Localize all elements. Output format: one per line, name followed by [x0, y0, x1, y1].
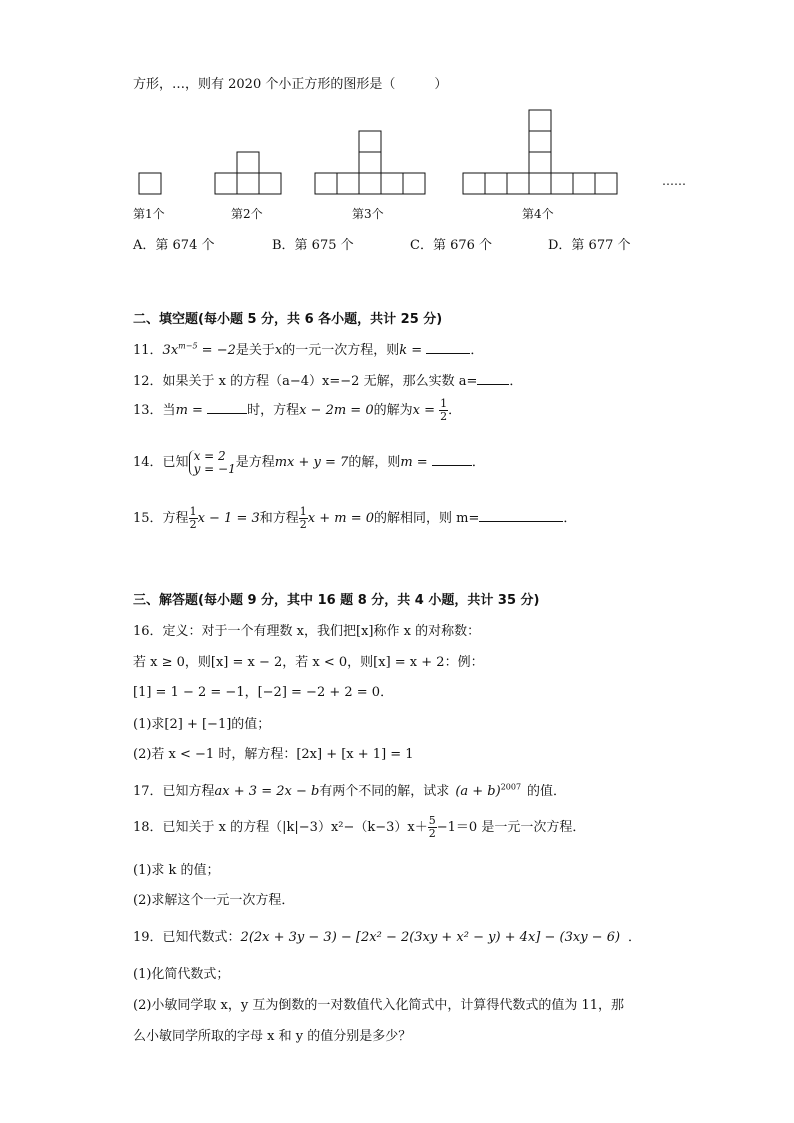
figure-4 [463, 110, 617, 194]
q13-num: 13． [133, 403, 163, 418]
q11-expr: 3x [162, 343, 179, 358]
option-c: C．第 676 个 [410, 238, 493, 253]
q16-line5: (2)若 x < −1 时，解方程：[2x] + [x + 1] = 1 [133, 747, 414, 762]
question-14 [133, 448, 485, 478]
q11-exp: m−5 [178, 341, 198, 351]
q13-eq3: x = [412, 403, 440, 418]
question-15 [133, 505, 576, 533]
q16-line2: 若 x ≥ 0，则[x] = x − 2，若 x < 0，则[x] = x + 2：例： [133, 655, 484, 670]
q11-ask: k [399, 343, 408, 358]
q12-end: ． [509, 374, 523, 389]
q19-text1: 19．已知代数式： [133, 930, 241, 945]
q11-blank[interactable] [426, 341, 470, 354]
q11-rhs: = −2 [197, 343, 236, 358]
q18-text1: 18．已知关于 x 的方程（|k|−3）x²−（k−3）x＋ [133, 820, 428, 835]
question-19 [133, 926, 641, 945]
q19-sub2b: 么小敏同学所取的字母 x 和 y 的值分别是多少？ [133, 1029, 412, 1044]
figure-3 [315, 131, 425, 194]
q13-blank[interactable] [207, 401, 247, 414]
q14-end: ． [471, 455, 485, 470]
question-18 [133, 814, 585, 842]
q14-var: m [400, 455, 413, 470]
figure-2 [215, 152, 281, 194]
q11-end: ． [470, 343, 484, 358]
q14-text1: 已知 [162, 455, 189, 470]
q19-sub2a: (2)小敏同学取 x，y 互为倒数的一对数值代入化简式中，计算得代数式的值为 11，那 [133, 998, 625, 1013]
q17-expr: (a + b) [455, 784, 501, 799]
option-a: A．第 674 个 [133, 238, 215, 253]
q15-eq1: x − 1 = 3 [197, 511, 260, 526]
q12-text: 如果关于 x 的方程（a−4）x=−2 无解，那么实数 a= [162, 374, 478, 389]
q14-system: x = 2 y = −1 [189, 450, 236, 476]
q14-eq2: = [412, 455, 432, 470]
q12-num: 12． [133, 374, 163, 389]
q14-text2: 是方程 [235, 455, 275, 470]
question-13 [133, 398, 461, 424]
q17-text1: 17．已知方程 [133, 784, 215, 799]
q11-num: 11． [133, 343, 163, 358]
question-11 [133, 339, 483, 358]
q14-text3: 的解，则 [348, 455, 401, 470]
figure-label-1: 第1个 [133, 207, 165, 221]
q13-fraction: $\frac{1}{2}$ [440, 397, 448, 423]
q18-fraction: $\frac{5}{2}$ [428, 814, 436, 840]
q17-eq: ax + 3 = 2x − b [214, 784, 320, 799]
q16-line3: [1] = 1 − 2 = −1，[−2] = −2 + 2 = 0． [133, 685, 394, 700]
figure-label-2: 第2个 [231, 207, 263, 221]
q14-eq: mx + y = 7 [274, 455, 349, 470]
q14-blank[interactable] [432, 453, 472, 466]
q15-text1: 方程 [162, 511, 189, 526]
q13-text2: 时，方程 [247, 403, 300, 418]
q11-text2: 的一元一次方程，则 [282, 343, 400, 358]
q11-var: x [274, 343, 283, 358]
q10-tail: 方形，…，则有 2020 个小正方形的图形是（ ） [133, 77, 448, 92]
figure-label-3: 第3个 [352, 207, 384, 221]
q13-eq2: x − 2m = 0 [299, 403, 374, 418]
q15-fraction-1: $\frac{1}{2}$ [189, 505, 197, 531]
question-12 [133, 370, 522, 389]
q19-expr: 2(2x + 3y − 3) − [2x² − 2(3xy + x² − y) + 4x] − (3xy − 6) [240, 930, 621, 945]
q15-text2: 和方程 [259, 511, 299, 526]
q17-text3: 的值． [527, 784, 567, 799]
option-b: B．第 675 个 [272, 238, 354, 253]
q16-line1: 16．定义：对于一个有理数 x，我们把[x]称作 x 的对称数： [133, 624, 481, 639]
q15-eq2: x + m = 0 [307, 511, 375, 526]
section3-title: 三、解答题(每小题 9 分，其中 16 题 8 分，共 4 小题，共计 35 分) [133, 593, 540, 608]
q17-text2: 有两个不同的解，试求 [319, 784, 450, 799]
q18-sub1: (1)求 k 的值； [133, 863, 220, 878]
section2-title: 二、填空题(每小题 5 分，共 6 各小题，共计 25 分) [133, 312, 443, 327]
figures-ellipsis: …… [662, 174, 686, 188]
q15-blank[interactable] [479, 509, 563, 522]
figure-1 [139, 173, 161, 194]
q13-text3: 的解为 [373, 403, 413, 418]
q15-end: ． [563, 511, 577, 526]
q13-text1: 当 [162, 403, 176, 418]
option-d: D．第 677 个 [548, 238, 631, 253]
q18-sub2: (2)求解这个一元一次方程． [133, 893, 295, 908]
q18-text2: −1＝0 是一元一次方程． [436, 820, 586, 835]
q13-eq: = [187, 403, 208, 418]
q13-end: ． [448, 403, 462, 418]
q19-end: ． [628, 930, 642, 945]
q11-text: 是关于 [235, 343, 275, 358]
q14-num: 14． [133, 455, 163, 470]
figure-label-4: 第4个 [522, 207, 554, 221]
q17-exp: 2007 [500, 782, 522, 792]
question-17 [133, 780, 566, 799]
q19-sub1: (1)化简代数式； [133, 967, 230, 982]
q15-text3: 的解相同，则 m= [374, 511, 480, 526]
q11-eq: = [407, 343, 427, 358]
q15-fraction-2: $\frac{1}{2}$ [299, 505, 307, 531]
q13-var: m [175, 403, 188, 418]
q15-num: 15． [133, 511, 163, 526]
q12-blank[interactable] [477, 372, 509, 385]
q16-line4: (1)求[2] + [−1]的值； [133, 717, 271, 732]
